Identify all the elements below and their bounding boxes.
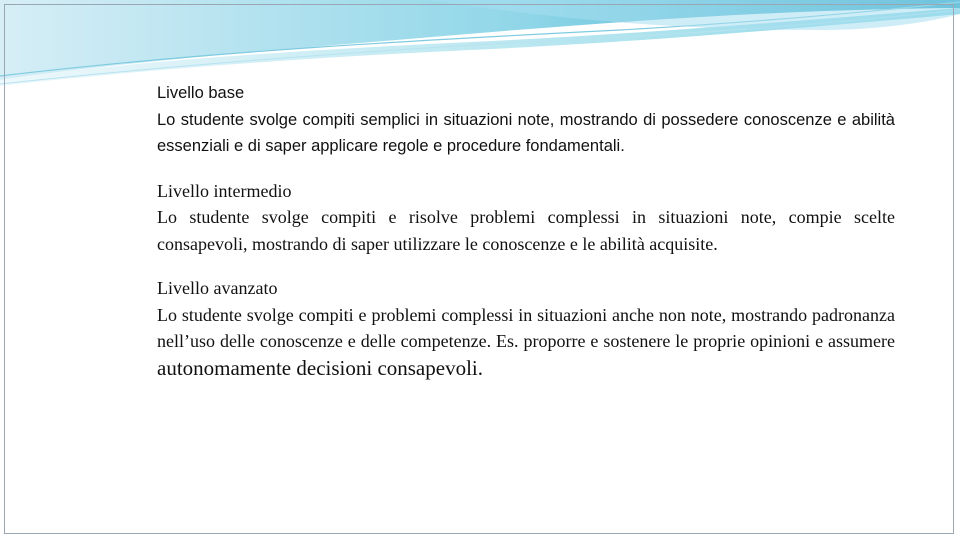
section-heading: Livello intermedio	[157, 180, 292, 201]
section-heading: Livello avanzato	[157, 278, 278, 298]
section-text: Lo studente svolge compiti e problemi complessi in situazioni anche non note, mostrando padronanza nell’uso delle conoscenze e delle competenze. Es. proporre e sostenere le proprie opinioni e assumere	[157, 304, 895, 351]
section-text-container	[157, 302, 895, 383]
section-livello-intermedio	[157, 178, 895, 258]
section-livello-base	[157, 80, 895, 160]
section-text: Lo studente svolge compiti e risolve problemi complessi in situazioni note, compie scelte consapevoli, mostrando di saper utilizzare le conoscenze e le abilità acquisite.	[157, 207, 895, 254]
content-area	[157, 80, 895, 382]
section-text-end: autonomamente decisioni consapevoli.	[157, 355, 483, 380]
section-text: Lo studente svolge compiti semplici in situazioni note, mostrando di possedere conoscenze e abilità essenziali e di saper applicare regole e procedure fondamentali.	[157, 110, 895, 155]
section-livello-avanzato	[157, 275, 895, 382]
section-heading: Livello base	[157, 84, 245, 102]
